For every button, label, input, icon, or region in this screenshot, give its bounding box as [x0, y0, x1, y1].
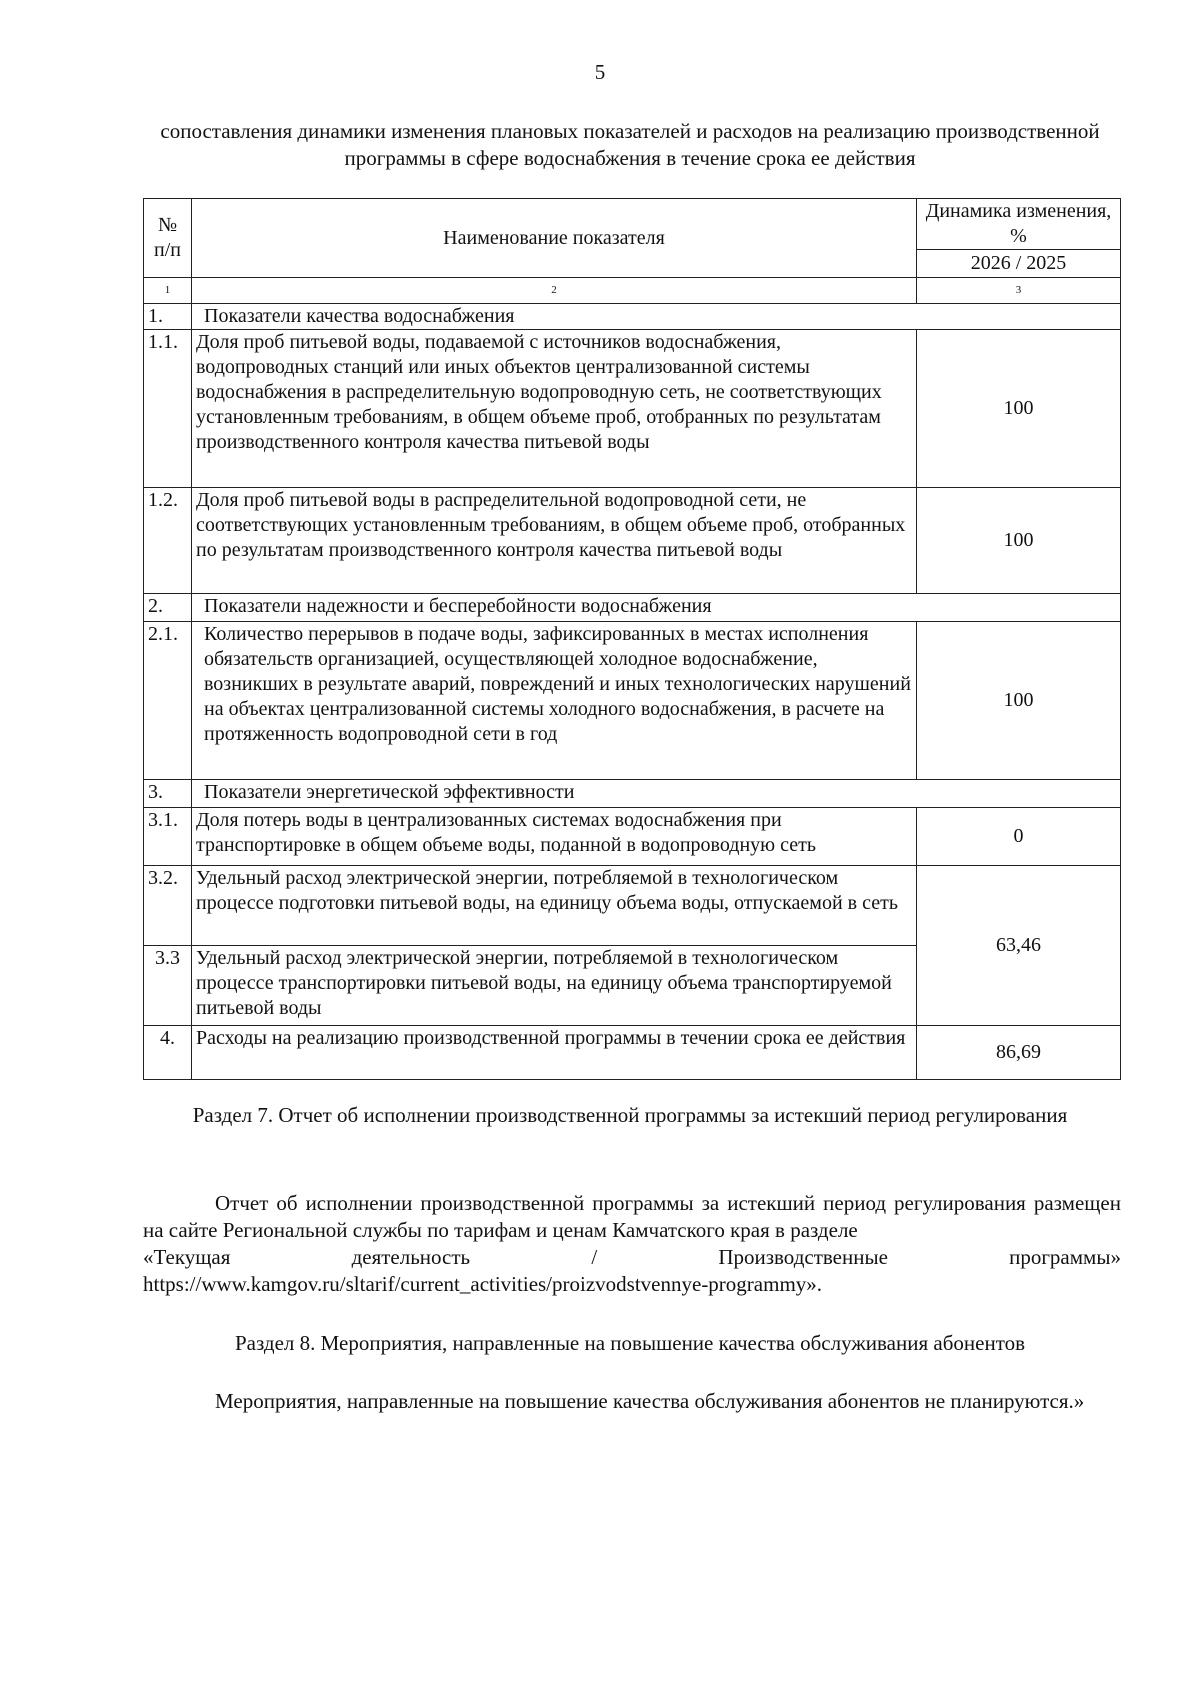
path-word: программы» — [1009, 1245, 1121, 1269]
section-7-text — [143, 1190, 1121, 1298]
table-row — [144, 594, 1121, 622]
path-word: Производственные — [718, 1245, 888, 1269]
section-7-heading: Раздел 7. Отчет об исполнении производственной программы за истекший период регулирования — [192, 1103, 1068, 1127]
page-number: 5 — [594, 60, 606, 84]
table-intro: сопоставления динамики изменения плановых показателей и расходов на реализацию производственной программы в сфере водоснабжения в течение срока ее действия — [160, 119, 1100, 170]
section-7-line: Отчет об исполнении производственной программы за истекший период регулирования размещен на сайте Региональной службы по тарифам и ценам Камчатского края в разделе — [143, 1191, 1121, 1242]
header-num: № п/п — [144, 199, 192, 278]
section-7-url: https://www.kamgov.ru/sltarif/current_activities/proizvodstvennye-programmy». — [143, 1272, 823, 1296]
row-num: 1.2. — [144, 488, 192, 594]
section-title: Показатели качества водоснабжения — [192, 304, 1121, 330]
row-value: 100 — [917, 330, 1121, 488]
indicators-table — [143, 198, 1121, 1080]
column-number: 2 — [192, 278, 917, 304]
row-value: 0 — [917, 808, 1121, 866]
row-num: 3.3 — [144, 946, 192, 1026]
header-name: Наименование показателя — [192, 199, 917, 278]
column-number: 3 — [917, 278, 1121, 304]
row-name: Доля проб питьевой воды, подаваемой с источников водоснабжения, водопроводных станций или иных объектов централизованной системы водоснабжения в распределительную водопроводную сеть, не соответствующих установленным требованиям, в общем объеме проб, отобранных по результатам производственного контроля качества питьевой воды — [192, 330, 917, 488]
header-dynamics: Динамика изменения, % — [917, 199, 1121, 250]
table-row — [144, 622, 1121, 780]
row-value: 86,69 — [917, 1026, 1121, 1080]
table-row — [144, 304, 1121, 330]
row-num: 1.1. — [144, 330, 192, 488]
section-title: Показатели энергетической эффективности — [192, 780, 1121, 808]
table-row — [144, 330, 1121, 488]
path-word: деятельность — [351, 1245, 471, 1269]
header-period: 2026 / 2025 — [917, 250, 1121, 278]
row-num: 3. — [144, 780, 192, 808]
table-row — [144, 866, 1121, 946]
row-num: 2. — [144, 594, 192, 622]
row-name: Расходы на реализацию производственной программы в течении срока ее действия — [192, 1026, 917, 1080]
row-value: 63,46 — [917, 866, 1121, 1026]
row-name: Доля потерь воды в централизованных системах водоснабжения при транспортировке в общем объеме воды, поданной в водопроводную сеть — [192, 808, 917, 866]
row-num: 2.1. — [144, 622, 192, 780]
section-7-link-path — [143, 1244, 1121, 1271]
column-number: 1 — [144, 278, 192, 304]
table-row — [144, 1026, 1121, 1080]
path-word: / — [591, 1245, 598, 1269]
row-num: 3.1. — [144, 808, 192, 866]
row-num: 1. — [144, 304, 192, 330]
row-name: Доля проб питьевой воды в распределительной водопроводной сети, не соответствующих установленным требованиям, в общем объеме проб, отобранных по результатам производственного контроля качества питьевой воды — [192, 488, 917, 594]
table-row — [144, 780, 1121, 808]
path-word: «Текущая — [143, 1245, 231, 1269]
row-value: 100 — [917, 622, 1121, 780]
table-row — [144, 808, 1121, 866]
row-num: 4. — [144, 1026, 192, 1080]
section-8-text: Мероприятия, направленные на повышение качества обслуживания абонентов не планируются.» — [215, 1389, 1085, 1413]
section-8-heading: Раздел 8. Мероприятия, направленные на повышение качества обслуживания абонентов — [234, 1331, 1026, 1355]
row-name: Удельный расход электрической энергии, потребляемой в технологическом процессе транспортировки питьевой воды, на единицу объема транспортируемой питьевой воды — [192, 946, 917, 1026]
row-name: Количество перерывов в подаче воды, зафиксированных в местах исполнения обязательств организацией, осуществляющей холодное водоснабжение, возникших в результате аварий, повреждений и иных технологических нарушений на объектах централизованной системы холодного водоснабжения, в расчете на протяженность водопроводной сети в год — [192, 622, 917, 780]
row-name: Удельный расход электрической энергии, потребляемой в технологическом процессе подготовки питьевой воды, на единицу объема воды, отпускаемой в сеть — [192, 866, 917, 946]
table-row — [144, 488, 1121, 594]
section-title: Показатели надежности и бесперебойности водоснабжения — [192, 594, 1121, 622]
row-num: 3.2. — [144, 866, 192, 946]
row-value: 100 — [917, 488, 1121, 594]
